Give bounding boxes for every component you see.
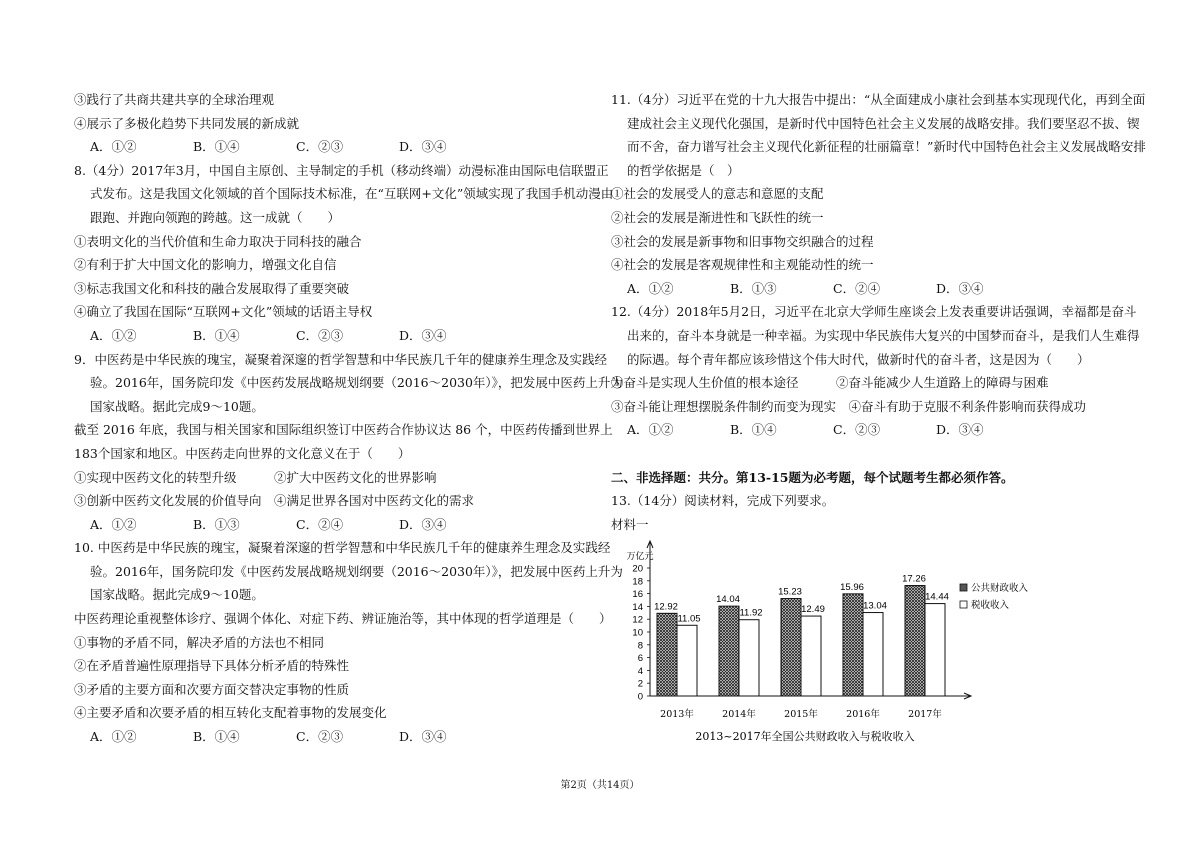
text-line: 国家战略。据此完成9～10题。	[90, 398, 264, 414]
text-line: ②在矛盾普遍性原理指导下具体分析矛盾的特殊性	[74, 658, 350, 674]
text-line: 10. 中医药是中华民族的瑰宝，凝聚着深邃的哲学智慧和中华民族几千年的健康养生理念及实践经	[74, 540, 611, 556]
chart-title: 2013~2017年全国公共财政收入与税收收入	[695, 730, 915, 743]
text-line: ①奋斗是实现人生价值的根本途径 ②奋斗能减少人生道路上的障碍与困难	[611, 375, 1049, 391]
y-axis-label: 万亿元	[626, 551, 654, 561]
text-line: ②社会的发展是渐进性和飞跃性的统一	[611, 209, 824, 225]
answer-option: C．②③	[833, 422, 881, 438]
text-line: ③创新中医药文化发展的价值导向 ④满足世界各国对中医药文化的需求	[74, 493, 475, 509]
y-tick-label: 12	[632, 614, 643, 626]
answer-options	[611, 418, 1133, 442]
bar	[677, 625, 697, 696]
data-label: 17.26	[902, 573, 926, 585]
bar	[781, 599, 801, 696]
answer-option: B．①④	[730, 422, 777, 438]
bar	[843, 594, 863, 696]
text-line: ③社会的发展是新事物和旧事物交织融合的过程	[611, 233, 874, 249]
text-line: 建成社会主义现代化强国，是新时代中国特色社会主义发展的战略安排。我们要坚忍不拔、锲	[627, 115, 1140, 131]
y-tick-label: 2	[637, 678, 643, 690]
answer-option: D．③④	[399, 139, 447, 155]
y-tick-label: 0	[637, 691, 643, 703]
y-tick-label: 16	[632, 589, 643, 601]
answer-option: B．①③	[730, 280, 777, 296]
text-line: ③奋斗能让理想摆脱条件制约而变为现实 ④奋斗有助于克服不利条件影响而获得成功	[611, 398, 1087, 414]
page-footer: 第2页（共14页）	[560, 780, 640, 791]
x-tick-label: 2016年	[846, 709, 880, 720]
text-line: 183个国家和地区。中医药走向世界的文化意义在于（ ）	[74, 445, 411, 461]
answer-options	[74, 324, 590, 348]
legend-swatch	[960, 584, 967, 591]
text-line: 验。2016年，国务院印发《中医药发展战略规划纲要（2016～2030年）》，把发展中医药上升为	[90, 563, 623, 579]
answer-option: A．①②	[627, 422, 674, 438]
data-label: 14.44	[925, 591, 949, 603]
text-line: ②有利于扩大中国文化的影响力，增强文化自信	[74, 257, 337, 273]
data-label: 15.96	[840, 581, 864, 593]
data-label: 11.05	[677, 613, 701, 625]
text-line: 13.（14分）阅读材料，完成下列要求。	[611, 493, 835, 509]
text-line: 跟跑、并跑向领跑的跨越。这一成就（ ）	[90, 209, 341, 225]
data-label: 12.49	[801, 604, 825, 616]
text-line: 9．中医药是中华民族的瑰宝，凝聚着深邃的哲学智慧和中华民族几千年的健康养生理念及实践经	[74, 351, 607, 367]
bar	[863, 613, 883, 696]
text-line: 的际遇。每个青年都应该珍惜这个伟大时代，做新时代的奋斗者，这是因为（ ）	[627, 351, 1090, 367]
text-line: 材料一	[611, 516, 649, 532]
answer-option: D．③④	[936, 422, 984, 438]
y-tick-label: 14	[632, 601, 643, 613]
bar	[801, 616, 821, 696]
answer-option: B．①④	[193, 327, 240, 343]
data-label: 12.92	[654, 601, 678, 613]
answer-option: B．①④	[193, 729, 240, 745]
answer-option: C．②③	[296, 139, 344, 155]
answer-option: D．③④	[399, 516, 447, 532]
answer-option: C．②③	[296, 327, 344, 343]
y-tick-label: 8	[637, 640, 643, 652]
answer-option: A．①②	[90, 729, 137, 745]
x-tick-label: 2017年	[908, 709, 942, 720]
bar	[739, 620, 759, 696]
text-line: 出来的，奋斗本身就是一种幸福。为实现中华民族伟大复兴的中国梦而奋斗，是我们人生难得	[627, 327, 1140, 343]
text-line: 8.（4分）2017年3月，中国自主原创、主导制定的手机（移动终端）动漫标准由国际电信联盟正	[74, 162, 609, 178]
section-heading: 二、非选择题：共分。第13-15题为必考题，每个试题考生都必须作答。	[611, 469, 1014, 485]
answer-options	[74, 135, 590, 159]
data-label: 14.04	[716, 594, 740, 606]
left-column	[74, 88, 623, 749]
text-line: 12.（4分）2018年5月2日，习近平在北京大学师生座谈会上发表重要讲话强调，幸福都是奋斗	[611, 304, 1137, 320]
y-tick-label: 4	[637, 665, 643, 677]
text-line: ④主要矛盾和次要矛盾的相互转化支配着事物的发展变化	[74, 705, 387, 721]
legend-label: 税收收入	[971, 600, 1010, 611]
text-line: ④确立了我国在国际“互联网+文化”领域的话语主导权	[74, 304, 373, 320]
text-line: 的哲学依据是（ ）	[627, 162, 740, 178]
answer-option: A．①②	[90, 139, 137, 155]
text-line: ①社会的发展受人的意志和意愿的支配	[611, 186, 824, 202]
answer-option: B．①④	[193, 139, 240, 155]
text-line: ③践行了共商共建共享的全球治理观	[74, 92, 275, 107]
legend-label: 公共财政收入	[971, 583, 1029, 594]
y-tick-label: 6	[637, 653, 643, 665]
answer-option: C．②③	[296, 729, 344, 745]
text-line: 验。2016年，国务院印发《中医药发展战略规划纲要（2016～2030年）》，把发展中医药上升为	[90, 375, 623, 391]
text-line: 截至 2016 年底，我国与相关国家和国际组织签订中医药合作协议达 86 个，中医药传播到世界上	[74, 422, 613, 438]
revenue-bar-chart	[610, 538, 1029, 750]
answer-option: D．③④	[399, 327, 447, 343]
text-line: 中医药理论重视整体诊疗、强调个体化、对症下药、辨证施治等，其中体现的哲学道理是（ ）	[74, 611, 612, 627]
data-label: 13.04	[863, 600, 887, 612]
answer-option: D．③④	[936, 280, 984, 296]
spacer	[611, 442, 1133, 466]
data-label: 15.23	[778, 586, 802, 598]
x-tick-label: 2014年	[722, 709, 756, 720]
text-line: 而不舍，奋力谱写社会主义现代化新征程的壮丽篇章！”新时代中国特色社会主义发展战略安排	[627, 139, 1146, 155]
bar	[657, 613, 677, 696]
y-tick-label: 20	[632, 563, 643, 575]
answer-options	[74, 513, 590, 537]
right-column	[611, 88, 1146, 536]
text-line: ④展示了多极化趋势下共同发展的新成就	[74, 115, 300, 131]
text-line: 式发布。这是我国文化领域的首个国际技术标准，在“互联网+文化”领域实现了我国手机动漫由	[90, 186, 614, 202]
answer-option: D．③④	[399, 729, 447, 745]
text-line: ④社会的发展是客观规律性和主观能动性的统一	[611, 257, 874, 273]
answer-options	[611, 277, 1133, 301]
x-tick-label: 2015年	[784, 709, 818, 720]
answer-option: B．①③	[193, 516, 240, 532]
answer-option: A．①②	[90, 327, 137, 343]
text-line: ③标志我国文化和科技的融合发展取得了重要突破	[74, 280, 350, 296]
text-line: ①实现中医药文化的转型升级 ②扩大中医药文化的世界影响	[74, 469, 437, 485]
answer-option: C．②④	[296, 516, 344, 532]
answer-option: A．①②	[627, 280, 674, 296]
y-tick-label: 10	[632, 627, 643, 639]
bar	[925, 604, 945, 696]
x-tick-label: 2013年	[660, 709, 694, 720]
data-label: 11.92	[739, 607, 763, 619]
y-tick-label: 18	[632, 576, 643, 588]
answer-option: A．①②	[90, 516, 137, 532]
answer-option: C．②④	[833, 280, 881, 296]
text-line: ①表明文化的当代价值和生命力取决于同科技的融合	[74, 233, 362, 249]
text-line: 国家战略。据此完成9～10题。	[90, 587, 264, 603]
text-line: ③矛盾的主要方面和次要方面交替决定事物的性质	[74, 681, 350, 697]
text-line: ①事物的矛盾不同，解决矛盾的方法也不相同	[74, 634, 325, 650]
legend-swatch	[960, 601, 967, 608]
answer-options	[74, 725, 590, 749]
bar	[905, 586, 925, 696]
bar	[719, 606, 739, 696]
text-line: 11.（4分）习近平在党的十九大报告中提出：“从全面建成小康社会到基本实现现代化，再到全面	[611, 92, 1146, 107]
